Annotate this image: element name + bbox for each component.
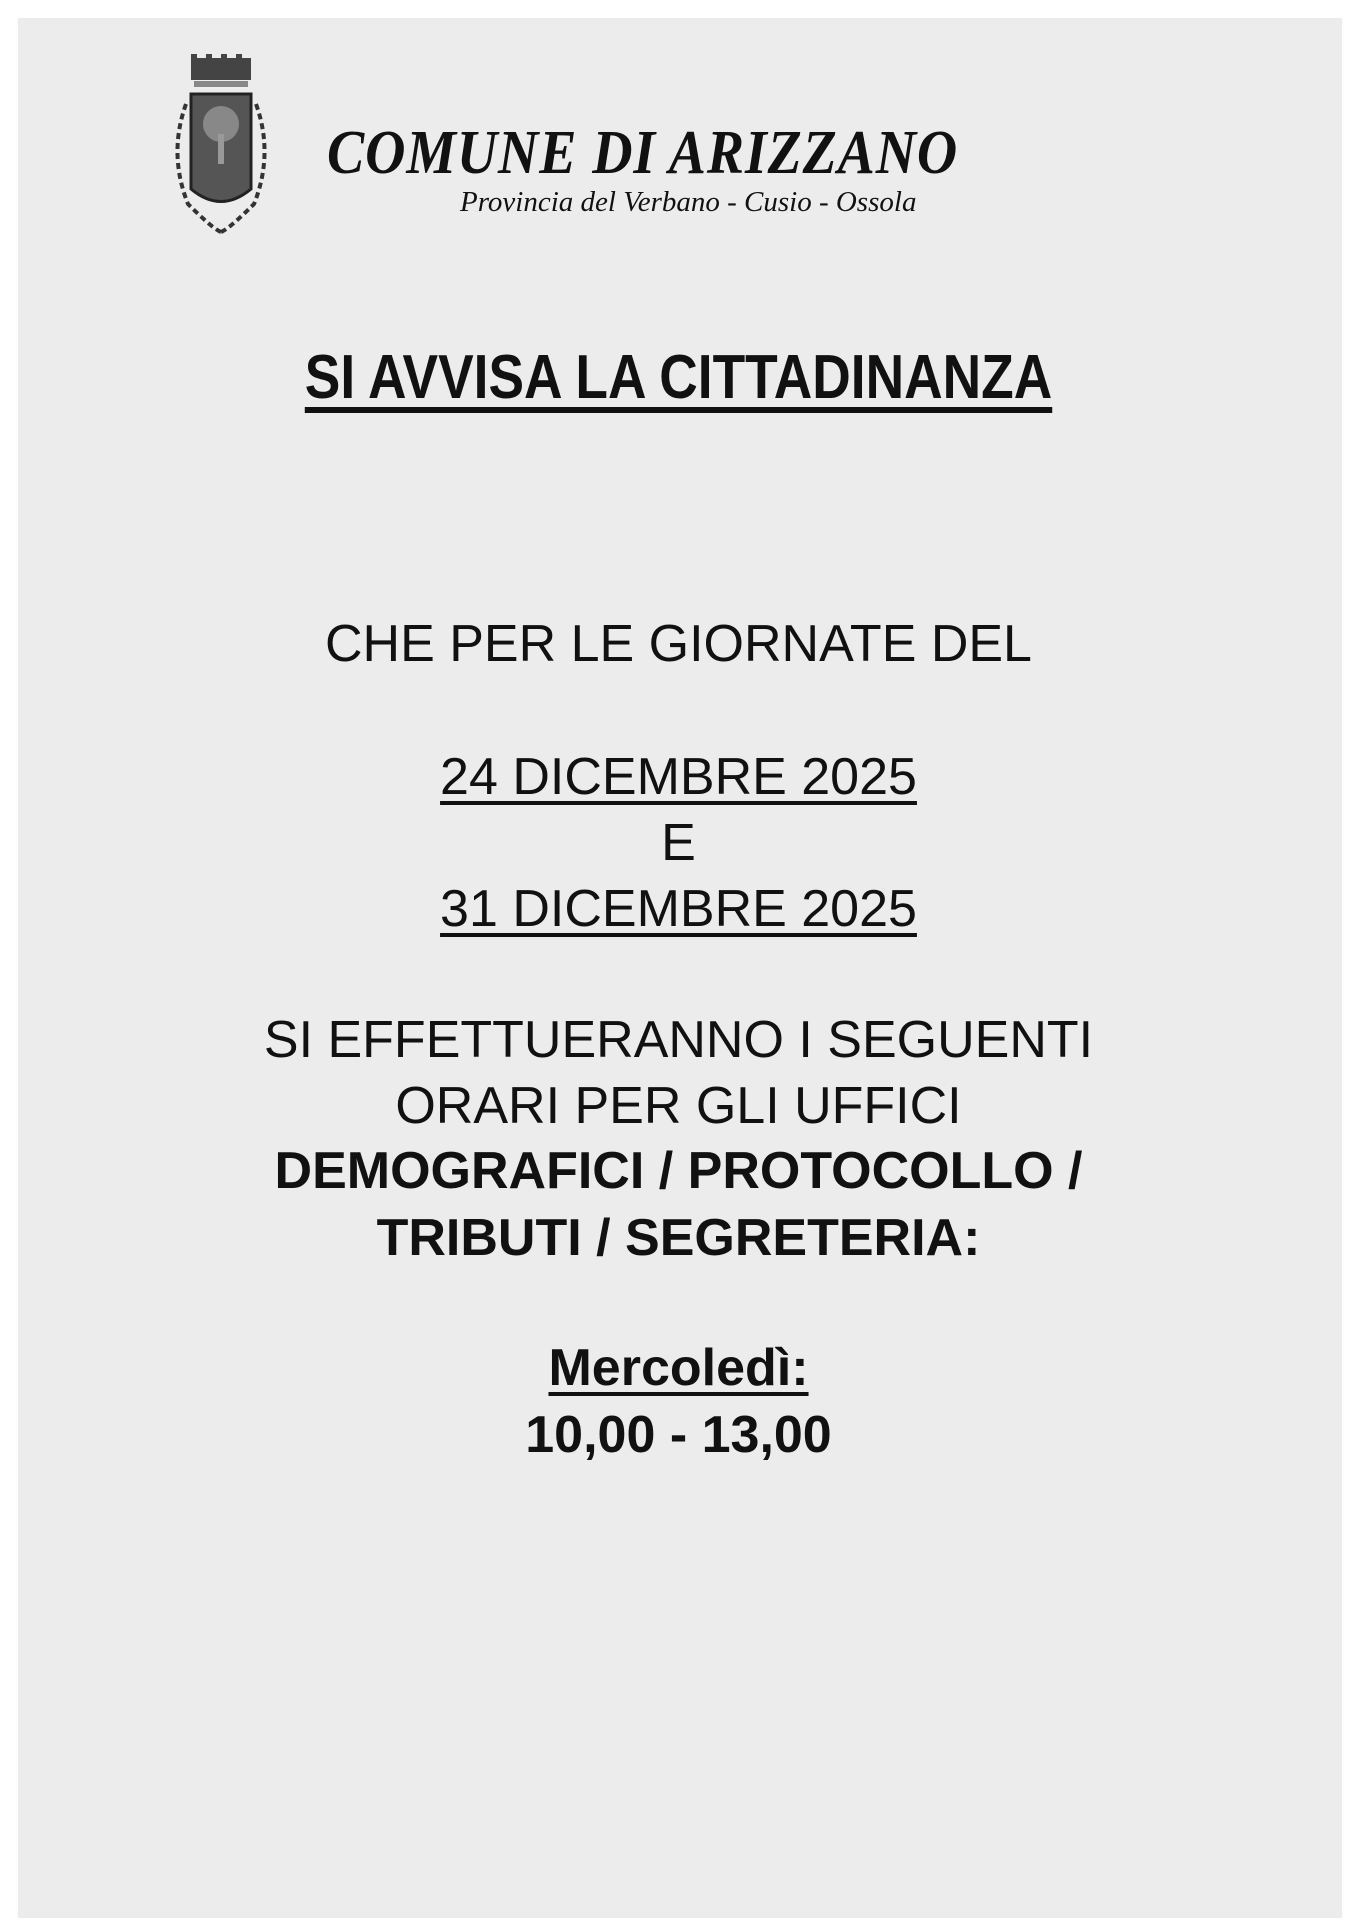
schedule-text-2: ORARI PER GLI UFFICI: [395, 1077, 962, 1135]
date-first-text: 24 DICEMBRE 2025: [440, 748, 917, 806]
paper-sheet: [18, 18, 1342, 1918]
date-second-text: 31 DICEMBRE 2025: [440, 880, 917, 938]
conjunction: E: [661, 814, 696, 872]
coat-of-arms-icon: [158, 54, 284, 240]
offices-line-2: TRIBUTI / SEGRETERIA:: [376, 1209, 981, 1267]
offices-line-1: DEMOGRAFICI / PROTOCOLLO /: [274, 1142, 1083, 1200]
day-label-text: Mercoledì:: [548, 1339, 809, 1397]
province-name: Provincia del Verbano - Cusio - Ossola: [460, 186, 917, 218]
intro-text: CHE PER LE GIORNATE DEL: [325, 615, 1032, 673]
day-label: [0, 1338, 1357, 1398]
notice-heading: [95, 342, 1262, 413]
opening-hours: 10,00 - 13,00: [525, 1406, 832, 1464]
date-second: [0, 879, 1357, 939]
municipality-name: COMUNE DI ARIZZANO: [327, 119, 959, 187]
schedule-text-1: SI EFFETTUERANNO I SEGUENTI: [263, 1011, 1094, 1069]
notice-heading-text: SI AVVISA LA CITTADINANZA: [304, 343, 1053, 412]
date-first: [0, 747, 1357, 807]
